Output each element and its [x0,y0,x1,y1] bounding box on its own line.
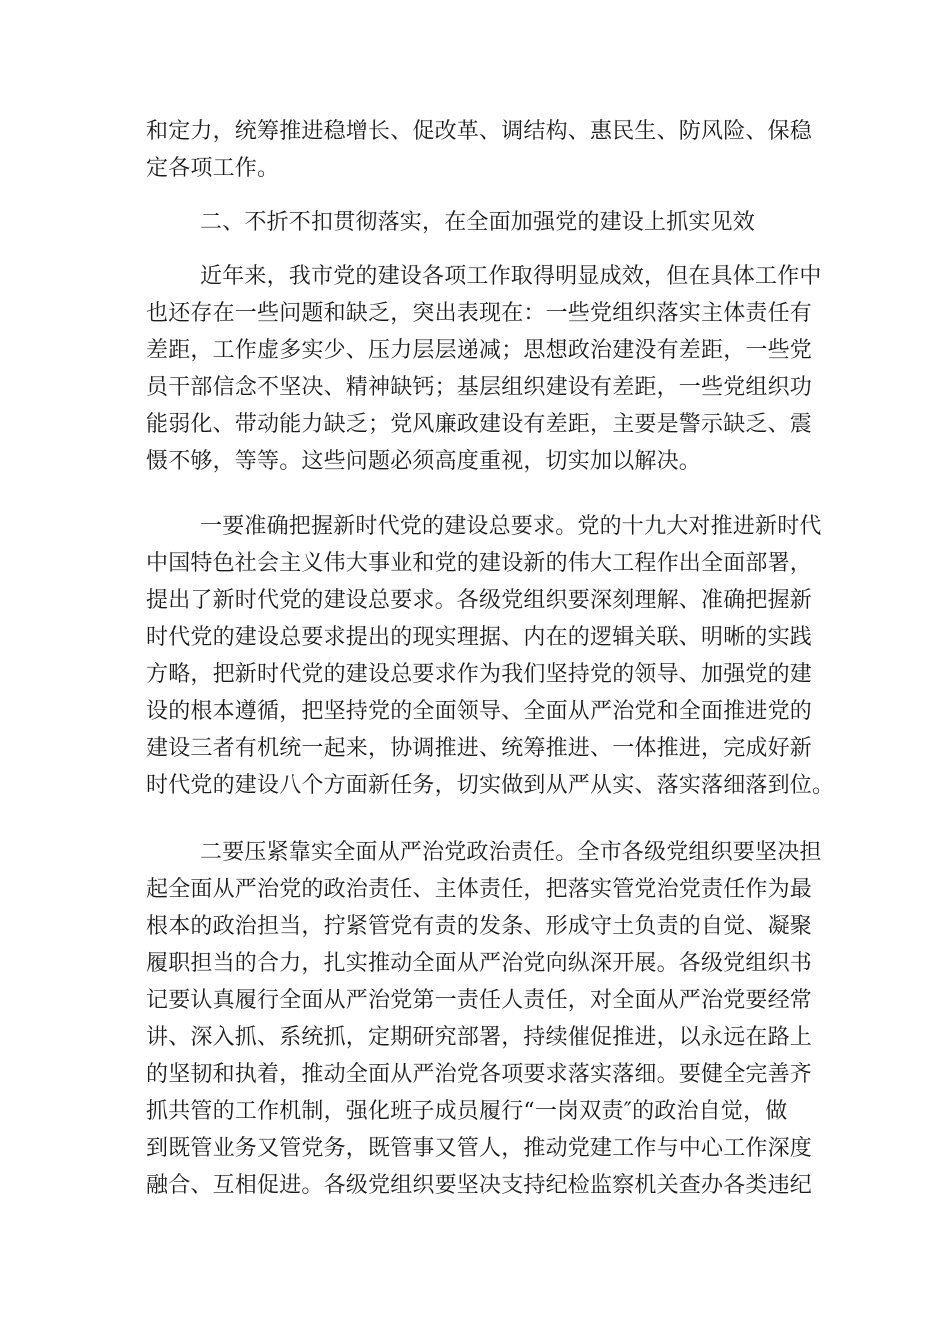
text-line: 起全面从严治党的政治责任、主体责任，把落实管党治党责任作为最 [146,877,813,902]
text-line: 时代党的建设总要求提出的现实理据、内在的逻辑关联、明晰的实践 [146,625,813,650]
text-line: 方略，把新时代党的建设总要求作为我们坚持党的领导、加强党的建 [146,662,813,687]
text-line: 时代党的建设八个方面新任务，切实做到从严从实、落实落细落到位。 [146,773,835,798]
text-line: 履职担当的合力，扎实推动全面从严治党向纵深开展。各级党组织书 [146,951,813,976]
text-line: 抓共管的工作机制，强化班子成员履行“一岗双责″的政治自觉，做 [146,1099,788,1124]
text-line: 建设三者有机统一起来，协调推进、统筹推进、一体推进，完成好新 [146,736,813,761]
text-line: 慑不够，等等。这些问题必须高度重视，切实加以解决。 [146,449,702,474]
text-line: 一要准确把握新时代党的建设总要求。党的十九大对推进新时代 [200,514,822,539]
text-line: 能弱化、带动能力缺乏；党风廉政建设有差距，主要是警示缺乏、震 [146,412,813,437]
text-line: 和定力，统筹推进稳增长、促改革、调结构、惠民生、防风险、保稳 [146,119,813,144]
text-line: 员干部信念不坚决、精神缺钙；基层组织建设有差距，一些党组织功 [146,375,813,400]
section-heading: 二、不折不扣贯彻落实，在全面加强党的建设上抓实见效 [200,210,756,235]
text-line: 根本的政治担当，拧紧管党有责的发条、形成守土负责的自觉、凝聚 [146,914,813,939]
text-line: 二要压紧靠实全面从严治党政治责任。全市各级党组织要坚决担 [200,840,822,865]
text-line: 设的根本遵循，把坚持党的全面领导、全面从严治党和全面推进党的 [146,699,813,724]
text-line: 中国特色社会主义伟大事业和党的建设新的伟大工程作出全面部署， [146,551,813,576]
text-line: 融合、互相促进。各级党组织要坚决支持纪检监察机关查办各类违纪 [146,1173,813,1198]
text-line: 记要认真履行全面从严治党第一责任人责任，对全面从严治党要经常 [146,988,813,1013]
text-line: 提出了新时代党的建设总要求。各级党组织要深刻理解、准确把握新 [146,588,813,613]
text-line: 近年来，我市党的建设各项工作取得明显成效，但在具体工作中 [200,264,822,289]
text-line: 讲、深入抓、系统抓，定期研究部署，持续催促推进，以永远在路上 [146,1025,813,1050]
text-line: 也还存在一些问题和缺乏，突出表现在：一些党组织落实主体责任有 [146,301,813,326]
text-line: 到既管业务又管党务，既管事又管人，推动党建工作与中心工作深度 [146,1136,813,1161]
text-line: 差距，工作虚多实少、压力层层递减；思想政治建没有差距，一些党 [146,338,813,363]
text-line: 的坚韧和执着，推动全面从严治党各项要求落实落细。要健全完善齐 [146,1062,813,1087]
text-line: 定各项工作。 [146,156,280,181]
